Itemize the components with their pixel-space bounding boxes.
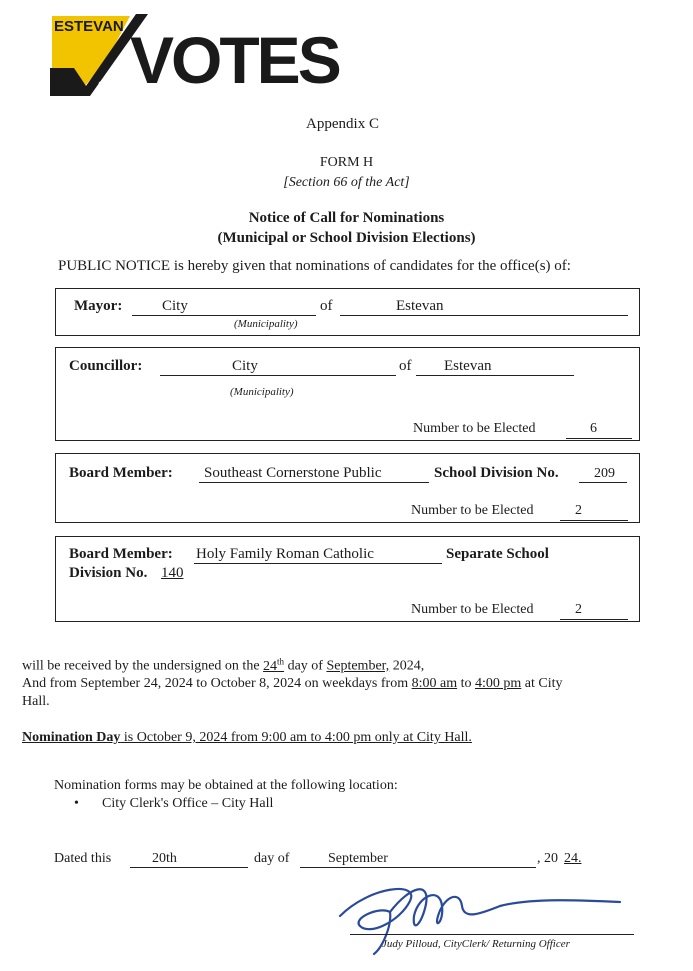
signer-caption: Judy Pilloud, CityClerk/ Returning Officer xyxy=(382,938,570,950)
form-label: FORM H xyxy=(319,155,374,170)
board-member-2-division-no: 140 xyxy=(161,565,184,581)
board-member-1-label: Board Member: xyxy=(69,465,173,481)
received-line-3: Hall. xyxy=(22,694,50,709)
dated-label: Dated this xyxy=(54,851,112,866)
councillor-municipality-name-line xyxy=(416,359,574,376)
board-member-1-division-no: 209 xyxy=(594,466,615,481)
dated-day: 20th xyxy=(152,851,177,866)
dated-day-of: day of xyxy=(254,851,290,866)
received-text-1: will be received by the undersigned on the xyxy=(22,658,260,674)
estevan-votes-logo xyxy=(50,12,339,102)
received-to: to xyxy=(460,676,472,691)
mayor-municipality-type-line xyxy=(132,299,316,316)
received-day-number: 24 xyxy=(263,658,278,674)
received-time-to: 4:00 pm xyxy=(474,676,522,691)
councillor-label: Councillor: xyxy=(69,358,143,374)
nomination-day-text: is October 9, 2024 from 9:00 am to 4:00 pm only at City Hall. xyxy=(120,730,472,745)
received-line-2 xyxy=(22,676,563,692)
received-text-2: day of xyxy=(287,658,323,674)
section-reference: [Section 66 of the Act] xyxy=(283,175,410,190)
mayor-municipality-caption: (Municipality) xyxy=(234,318,298,330)
board-member-1-number-line xyxy=(560,504,628,521)
received-month: September, xyxy=(326,658,390,674)
mayor-of: of xyxy=(320,298,333,314)
councillor-municipality-name: Estevan xyxy=(444,358,492,374)
forms-text: Nomination forms may be obtained at the following location: xyxy=(54,778,398,793)
councillor-box xyxy=(55,347,640,441)
councillor-number: 6 xyxy=(590,421,597,436)
nomination-day-line xyxy=(22,730,472,746)
public-notice-intro: PUBLIC NOTICE is hereby given that nominations of candidates for the office(s) of: xyxy=(58,258,571,274)
received-line2-start: And from September 24, 2024 to October 8, 2024 on weekdays from xyxy=(22,676,409,691)
councillor-of: of xyxy=(399,358,412,374)
board-member-1-division-name: Southeast Cornerstone Public xyxy=(204,465,382,481)
dated-month: September xyxy=(328,851,388,866)
board-member-2-number: 2 xyxy=(575,602,582,617)
councillor-municipality-type: City xyxy=(232,358,258,374)
board-member-2-number-label: Number to be Elected xyxy=(411,602,534,617)
mayor-label: Mayor: xyxy=(74,298,123,314)
mayor-municipality-name: Estevan xyxy=(396,298,444,314)
board-member-2-box xyxy=(55,536,640,622)
mayor-municipality-name-line xyxy=(340,299,628,316)
appendix-label: Appendix C xyxy=(306,116,379,132)
logo-brand-top: ESTEVAN xyxy=(54,18,124,35)
forms-location: City Clerk's Office – City Hall xyxy=(102,796,274,811)
signature-line xyxy=(350,934,634,935)
councillor-municipality-type-line xyxy=(160,359,396,376)
received-line-1 xyxy=(22,656,424,675)
board-member-2-division-label: Separate School xyxy=(446,546,549,562)
received-year: 2024, xyxy=(392,658,425,674)
board-member-2-division-label2: Division No. xyxy=(69,565,148,581)
dated-year-suffix: 24. xyxy=(564,851,582,866)
notice-title: Notice of Call for Nominations xyxy=(248,210,445,226)
dated-day-line xyxy=(130,852,248,868)
dated-year-prefix: , 20 xyxy=(537,851,558,866)
mayor-municipality-type: City xyxy=(162,298,188,314)
councillor-number-line xyxy=(566,422,632,439)
received-time-from: 8:00 am xyxy=(411,676,458,691)
forms-bullet: • xyxy=(74,796,79,811)
board-member-2-division-name: Holy Family Roman Catholic xyxy=(196,546,374,562)
board-member-2-number-line xyxy=(560,603,628,620)
received-day-suffix: th xyxy=(277,656,285,666)
notice-subtitle: (Municipal or School Division Elections) xyxy=(217,230,476,246)
logo-brand-main: VOTES xyxy=(130,23,339,97)
received-line2-end: at City xyxy=(524,676,563,691)
logo-year: 2024 xyxy=(98,80,127,92)
councillor-municipality-caption: (Municipality) xyxy=(230,386,294,398)
councillor-number-label: Number to be Elected xyxy=(413,421,536,436)
mayor-box xyxy=(55,288,640,336)
board-member-1-number: 2 xyxy=(575,503,582,518)
board-member-1-number-label: Number to be Elected xyxy=(411,503,534,518)
nomination-day-label: Nomination Day xyxy=(22,730,121,745)
received-day xyxy=(263,656,285,674)
board-member-1-division-label: School Division No. xyxy=(434,465,559,481)
board-member-1-box xyxy=(55,453,640,523)
board-member-2-label: Board Member: xyxy=(69,546,173,562)
dated-line xyxy=(54,851,654,871)
